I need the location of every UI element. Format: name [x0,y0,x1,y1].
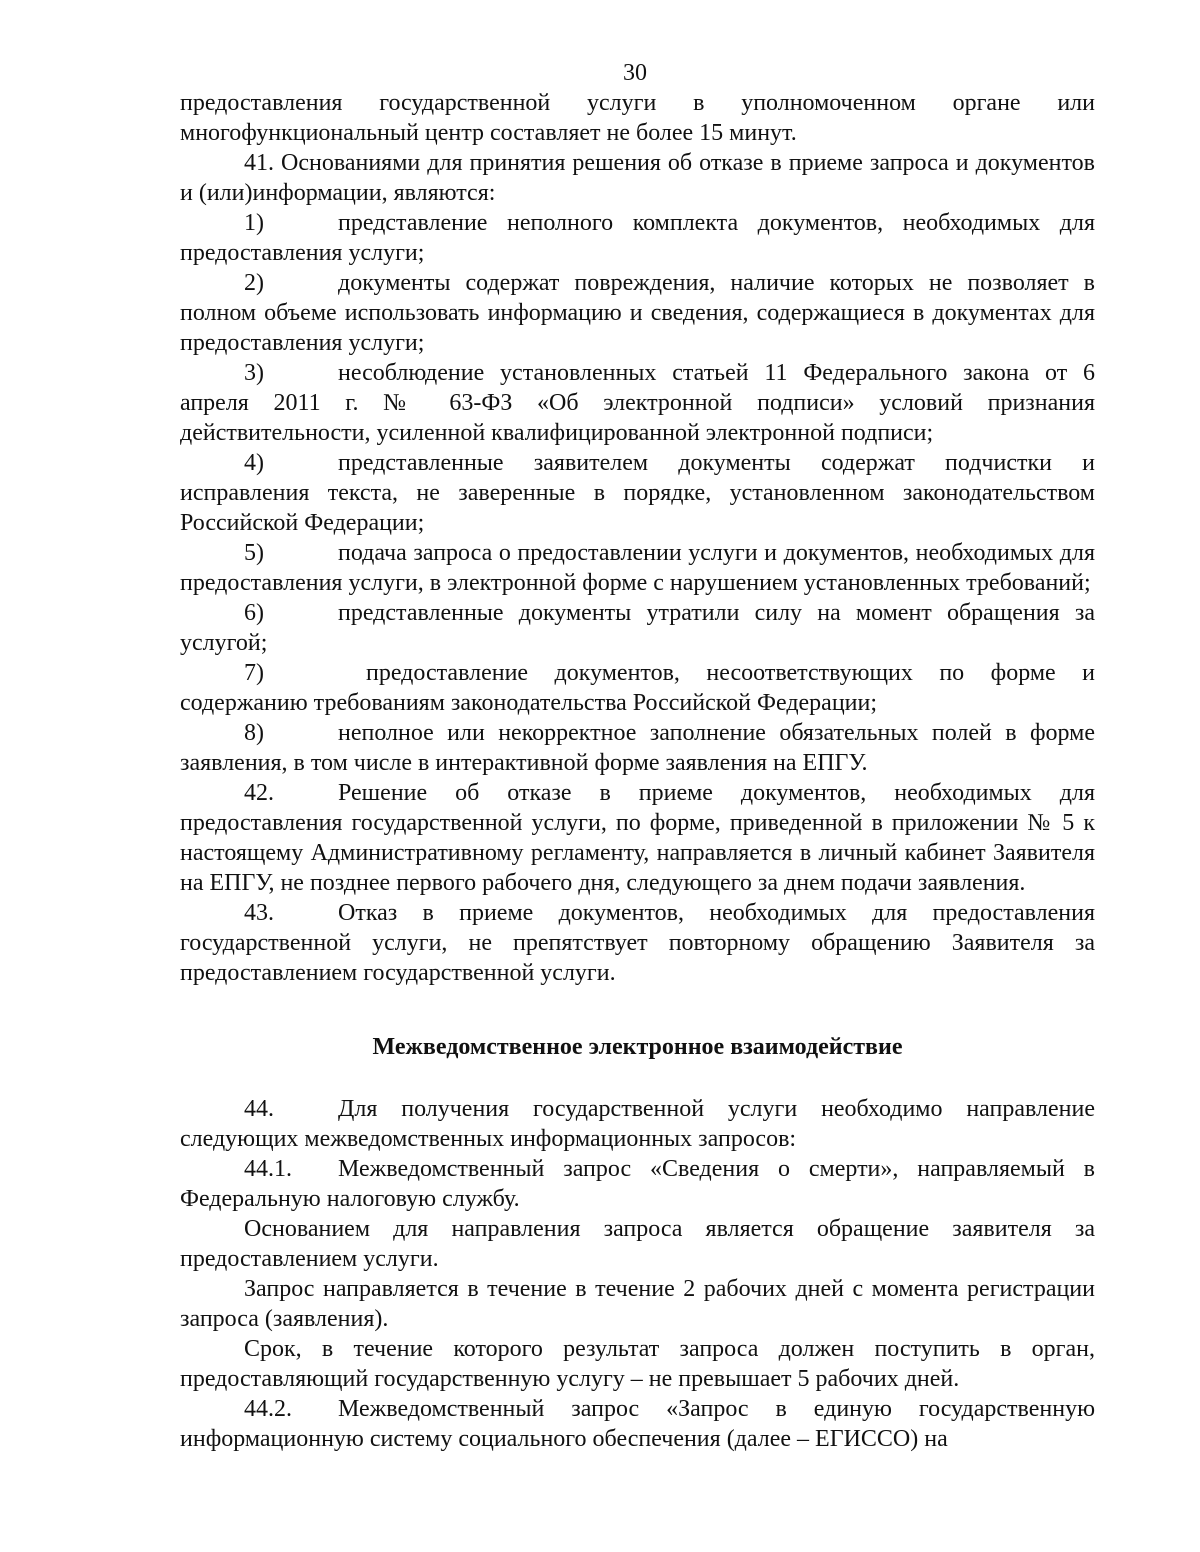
numbered-item [180,898,1095,988]
paragraph-text: Межведомственный запрос «Запрос в единую государственную информационную систему социального обеспечения (далее – ЕГИССО) на [180,1396,1095,1452]
continued-paragraph [180,88,1095,148]
paragraph-text: 41. Основаниями для принятия решения об отказе в приеме запроса и документов и (или)информации, являются: [180,150,1095,206]
paragraph [180,1274,1095,1334]
item-number: 44.1. [244,1156,292,1182]
item-number: 3) [244,360,264,386]
item-number: 4) [244,450,264,476]
numbered-item [180,208,1095,268]
paragraph-text: представленные документы утратили силу на момент обращения за услугой; [180,600,1095,656]
paragraph-text: представленные заявителем документы содержат подчистки и исправления текста, не заверенные в порядке, установленном законодательством Российской Федерации; [180,450,1095,536]
numbered-item [180,538,1095,598]
item-number: 1) [244,210,264,236]
document-body [180,88,1095,1454]
item-number: 42. [244,780,274,806]
paragraph-text: Основанием для направления запроса является обращение заявителя за предоставлением услуги. [180,1216,1095,1272]
item-number: 6) [244,600,264,626]
section-heading: Межведомственное электронное взаимодействие [372,1034,903,1060]
paragraph-text: документы содержат повреждения, наличие которых не позволяет в полном объеме использовать информацию и сведения, содержащиеся в документах для предоставления услуги; [180,270,1095,356]
item-number: 44. [244,1096,274,1122]
paragraph-text: Срок, в течение которого результат запроса должен поступить в орган, предоставляющий государственную услугу – не превышает 5 рабочих дней. [180,1336,1095,1392]
numbered-item [180,1394,1095,1454]
paragraph-text: несоблюдение установленных статьей 11 Федерального закона от 6 апреля 2011 г. № 63-ФЗ «Об электронной подписи» условий признания действительности, усиленной квалифицированной электронной подписи; [180,360,1095,446]
paragraph-text: Межведомственный запрос «Сведения о смерти», направляемый в Федеральную налоговую службу. [180,1156,1095,1212]
paragraphs-after-heading [180,1094,1095,1454]
paragraph [180,1214,1095,1274]
item-number: 8) [244,720,264,746]
paragraph-text: Отказ в приеме документов, необходимых для предоставления государственной услуги, не препятствует повторному обращению Заявителя за предоставлением государственной услуги. [180,900,1095,986]
numbered-item [180,1154,1095,1214]
numbered-item [180,1094,1095,1154]
numbered-item [180,358,1095,448]
paragraph-text: предоставление документов, несоответствующих по форме и содержанию требованиям законодательства Российской Федерации; [180,660,1095,716]
item-number: 44.2. [244,1396,292,1422]
paragraph-text: Для получения государственной услуги необходимо направление следующих межведомственных информационных запросов: [180,1096,1095,1152]
paragraph [180,148,1095,208]
paragraphs-before-heading [180,88,1095,988]
numbered-item [180,268,1095,358]
numbered-item [180,448,1095,538]
paragraph [180,1334,1095,1394]
paragraph-text: предоставления государственной услуги в уполномоченном органе или многофункциональный центр составляет не более 15 минут. [180,90,1095,146]
item-number: 2) [244,270,264,296]
numbered-item [180,658,1095,718]
paragraph-text: представление неполного комплекта документов, необходимых для предоставления услуги; [180,210,1095,266]
numbered-item [180,598,1095,658]
numbered-item [180,718,1095,778]
item-number: 7) [244,660,264,686]
item-number: 43. [244,900,274,926]
paragraph-text: неполное или некорректное заполнение обязательных полей в форме заявления, в том числе в интерактивной форме заявления на ЕПГУ. [180,720,1095,776]
paragraph-text: Решение об отказе в приеме документов, необходимых для предоставления государственной услуги, по форме, приведенной в приложении № 5 к настоящему Административному регламенту, направляется в личный кабинет Заявителя на ЕПГУ, не позднее первого рабочего дня, следующего за днем подачи заявления. [180,780,1095,896]
paragraph-text: Запрос направляется в течение в течение 2 рабочих дней с момента регистрации запроса (заявления). [180,1276,1095,1332]
page-number: 30 [623,60,647,86]
numbered-item [180,778,1095,898]
paragraph-text: подача запроса о предоставлении услуги и документов, необходимых для предоставления услуги, в электронной форме с нарушением установленных требований; [180,540,1095,596]
item-number: 5) [244,540,264,566]
